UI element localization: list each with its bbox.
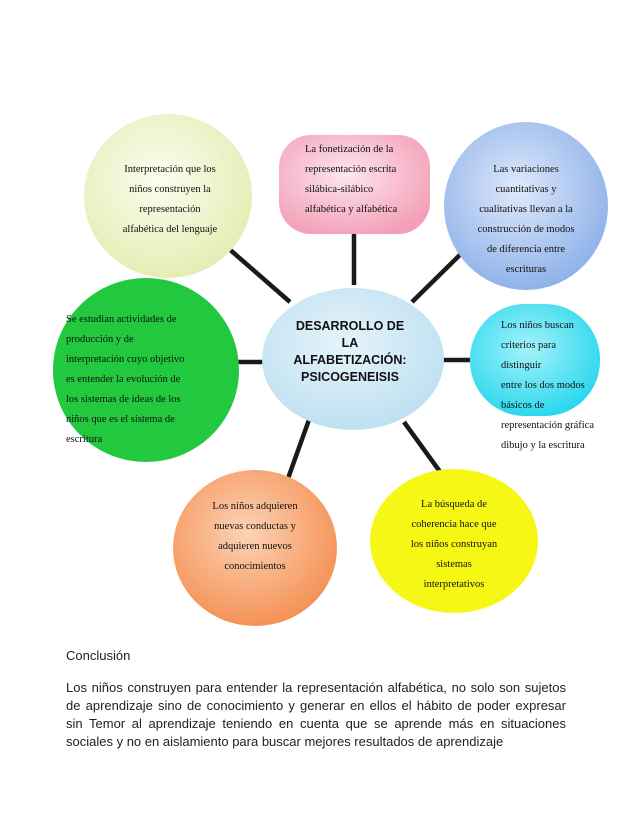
connector-top-left (228, 248, 290, 302)
node-top-line: representación escrita (305, 164, 397, 175)
node-bottom-left-line: Los niños adquieren (212, 501, 298, 512)
node-left-line: producción y de (66, 334, 134, 345)
node-left-line: es entender la evolución de (66, 374, 181, 385)
conclusion-section (66, 648, 566, 751)
node-bottom-left-line: nuevas conductas y (214, 521, 296, 532)
node-right-line: Los niños buscan (501, 320, 574, 331)
center-line: ALFABETIZACIÓN: (293, 353, 407, 367)
node-right-text (501, 316, 596, 456)
node-top-left-line: representación (139, 204, 201, 215)
node-top-right-line: construcción de modos (477, 224, 575, 235)
node-top-right-line: cuantitativas y (495, 184, 557, 195)
node-top-left-line: alfabética del lenguaje (122, 224, 218, 235)
node-left-line: los sistemas de ideas de los (66, 394, 181, 405)
node-top-left-line: Interpretación que los (124, 164, 216, 175)
node-top-line: alfabética y alfabética (305, 204, 398, 215)
node-bottom-right-text (398, 495, 510, 595)
node-top-right-line: escrituras (505, 264, 547, 275)
node-left-line: niños que es el sistema de (66, 414, 175, 425)
node-bottom-left-text (198, 497, 312, 577)
node-top-left-line: niños construyen la (129, 184, 211, 195)
conclusion-body: Los niños construyen para entender la representación alfabética, no solo son sujetos de aprendizaje sino de conocimiento y generar en ellos el hábito de poder expresar sin Temor al aprendizaje teniendo en cuenta que se aprende más en situaciones sociales y no en aislamiento para buscar mejores resultados de aprendizaje (66, 680, 566, 749)
node-right-clip (470, 304, 600, 451)
node-left-line: interpretación cuyo objetivo (66, 354, 185, 365)
node-bottom-right-line: sistemas (436, 559, 472, 570)
node-bottom-left-line: conocimientos (224, 561, 286, 572)
node-top-text (305, 140, 427, 220)
node-bottom-right-line: los niños construyan (410, 539, 498, 550)
node-center-text (275, 318, 425, 386)
node-top-line: silábica-silábico (305, 184, 374, 195)
node-left-line: Se estudian actividades de (66, 314, 177, 325)
node-right-line: criterios para distinguir (501, 340, 557, 371)
node-left-line: escritura (66, 434, 103, 445)
node-bottom-right-line: coherencia hace que (411, 519, 497, 530)
node-right-line: representación gráfica (501, 420, 594, 431)
center-line: DESARROLLO DE (295, 319, 405, 333)
node-top-right-line: cualitativas llevan a la (479, 204, 573, 215)
connector-bottom-left (286, 417, 310, 484)
node-left-text (66, 310, 216, 450)
node-right-line: básicos de (501, 400, 545, 411)
conclusion-title: Conclusión (66, 648, 131, 663)
node-top-left-text (108, 160, 232, 240)
node-right-line: entre los dos modos (501, 380, 585, 391)
node-right-line: dibujo y la escritura (501, 440, 585, 451)
node-top-right-line: de diferencia entre (486, 244, 566, 255)
node-top-right-text (470, 160, 582, 280)
node-top-right-line: Las variaciones (493, 164, 559, 175)
node-bottom-right-line: La búsqueda de (421, 499, 487, 510)
node-bottom-left-line: adquieren nuevos (218, 541, 292, 552)
node-bottom-right-line: interpretativos (423, 579, 485, 590)
node-top-line: La fonetización de la (305, 144, 394, 155)
center-line: PSICOGENEISIS (301, 370, 399, 384)
center-line: LA (341, 336, 359, 350)
